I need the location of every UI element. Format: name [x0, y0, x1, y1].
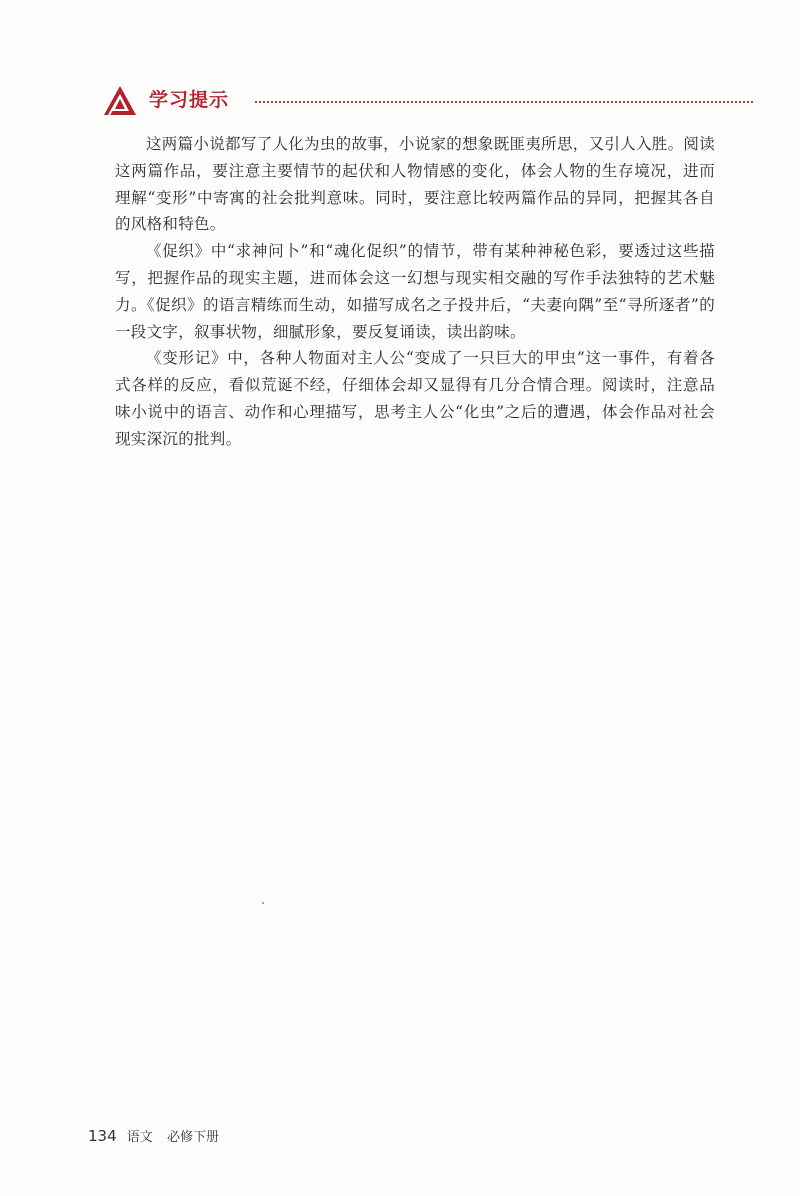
red-triangle-logo-icon [103, 84, 137, 118]
book-volume: 必修下册 [166, 1130, 219, 1145]
page-number: 134 [88, 1127, 117, 1145]
dotted-divider [255, 101, 753, 103]
section-header [103, 82, 753, 122]
page-footer [88, 1126, 219, 1145]
paragraph-3: 《变形记》中，各种人物面对主人公“变成了一只巨大的甲虫”这一事件，有着各式各样的反应，看似荒诞不经，仔细体会却又显得有几分合情合理。阅读时，注意品味小说中的语言、动作和心理描写，思考主人公“化虫”之后的遭遇，体会作品对社会现实深沉的批判。 [115, 349, 715, 448]
paragraph-1: 这两篇小说都写了人化为虫的故事，小说家的想象既匪夷所思，又引人入胜。阅读这两篇作品，要注意主要情节的起伏和人物情感的变化，体会人物的生存境况，进而理解“变形”中寄寓的社会批判意味。同时，要注意比较两篇作品的异同，把握其各自的风格和特色。 [115, 135, 715, 234]
body-text [115, 131, 715, 453]
scan-speck [262, 902, 264, 904]
paragraph-2: 《促织》中“求神问卜”和“魂化促织”的情节，带有某种神秘色彩，要透过这些描写，把握作品的现实主题，进而体会这一幻想与现实相交融的写作手法独特的艺术魅力。《促织》的语言精练而生动，如描写成名之子投井后，“夫妻向隅”至“寻所逐者”的一段文字，叙事状物，细腻形象，要反复诵读，读出韵味。 [115, 242, 715, 341]
section-title: 学习提示 [149, 89, 230, 111]
book-title: 语文 [126, 1130, 153, 1145]
